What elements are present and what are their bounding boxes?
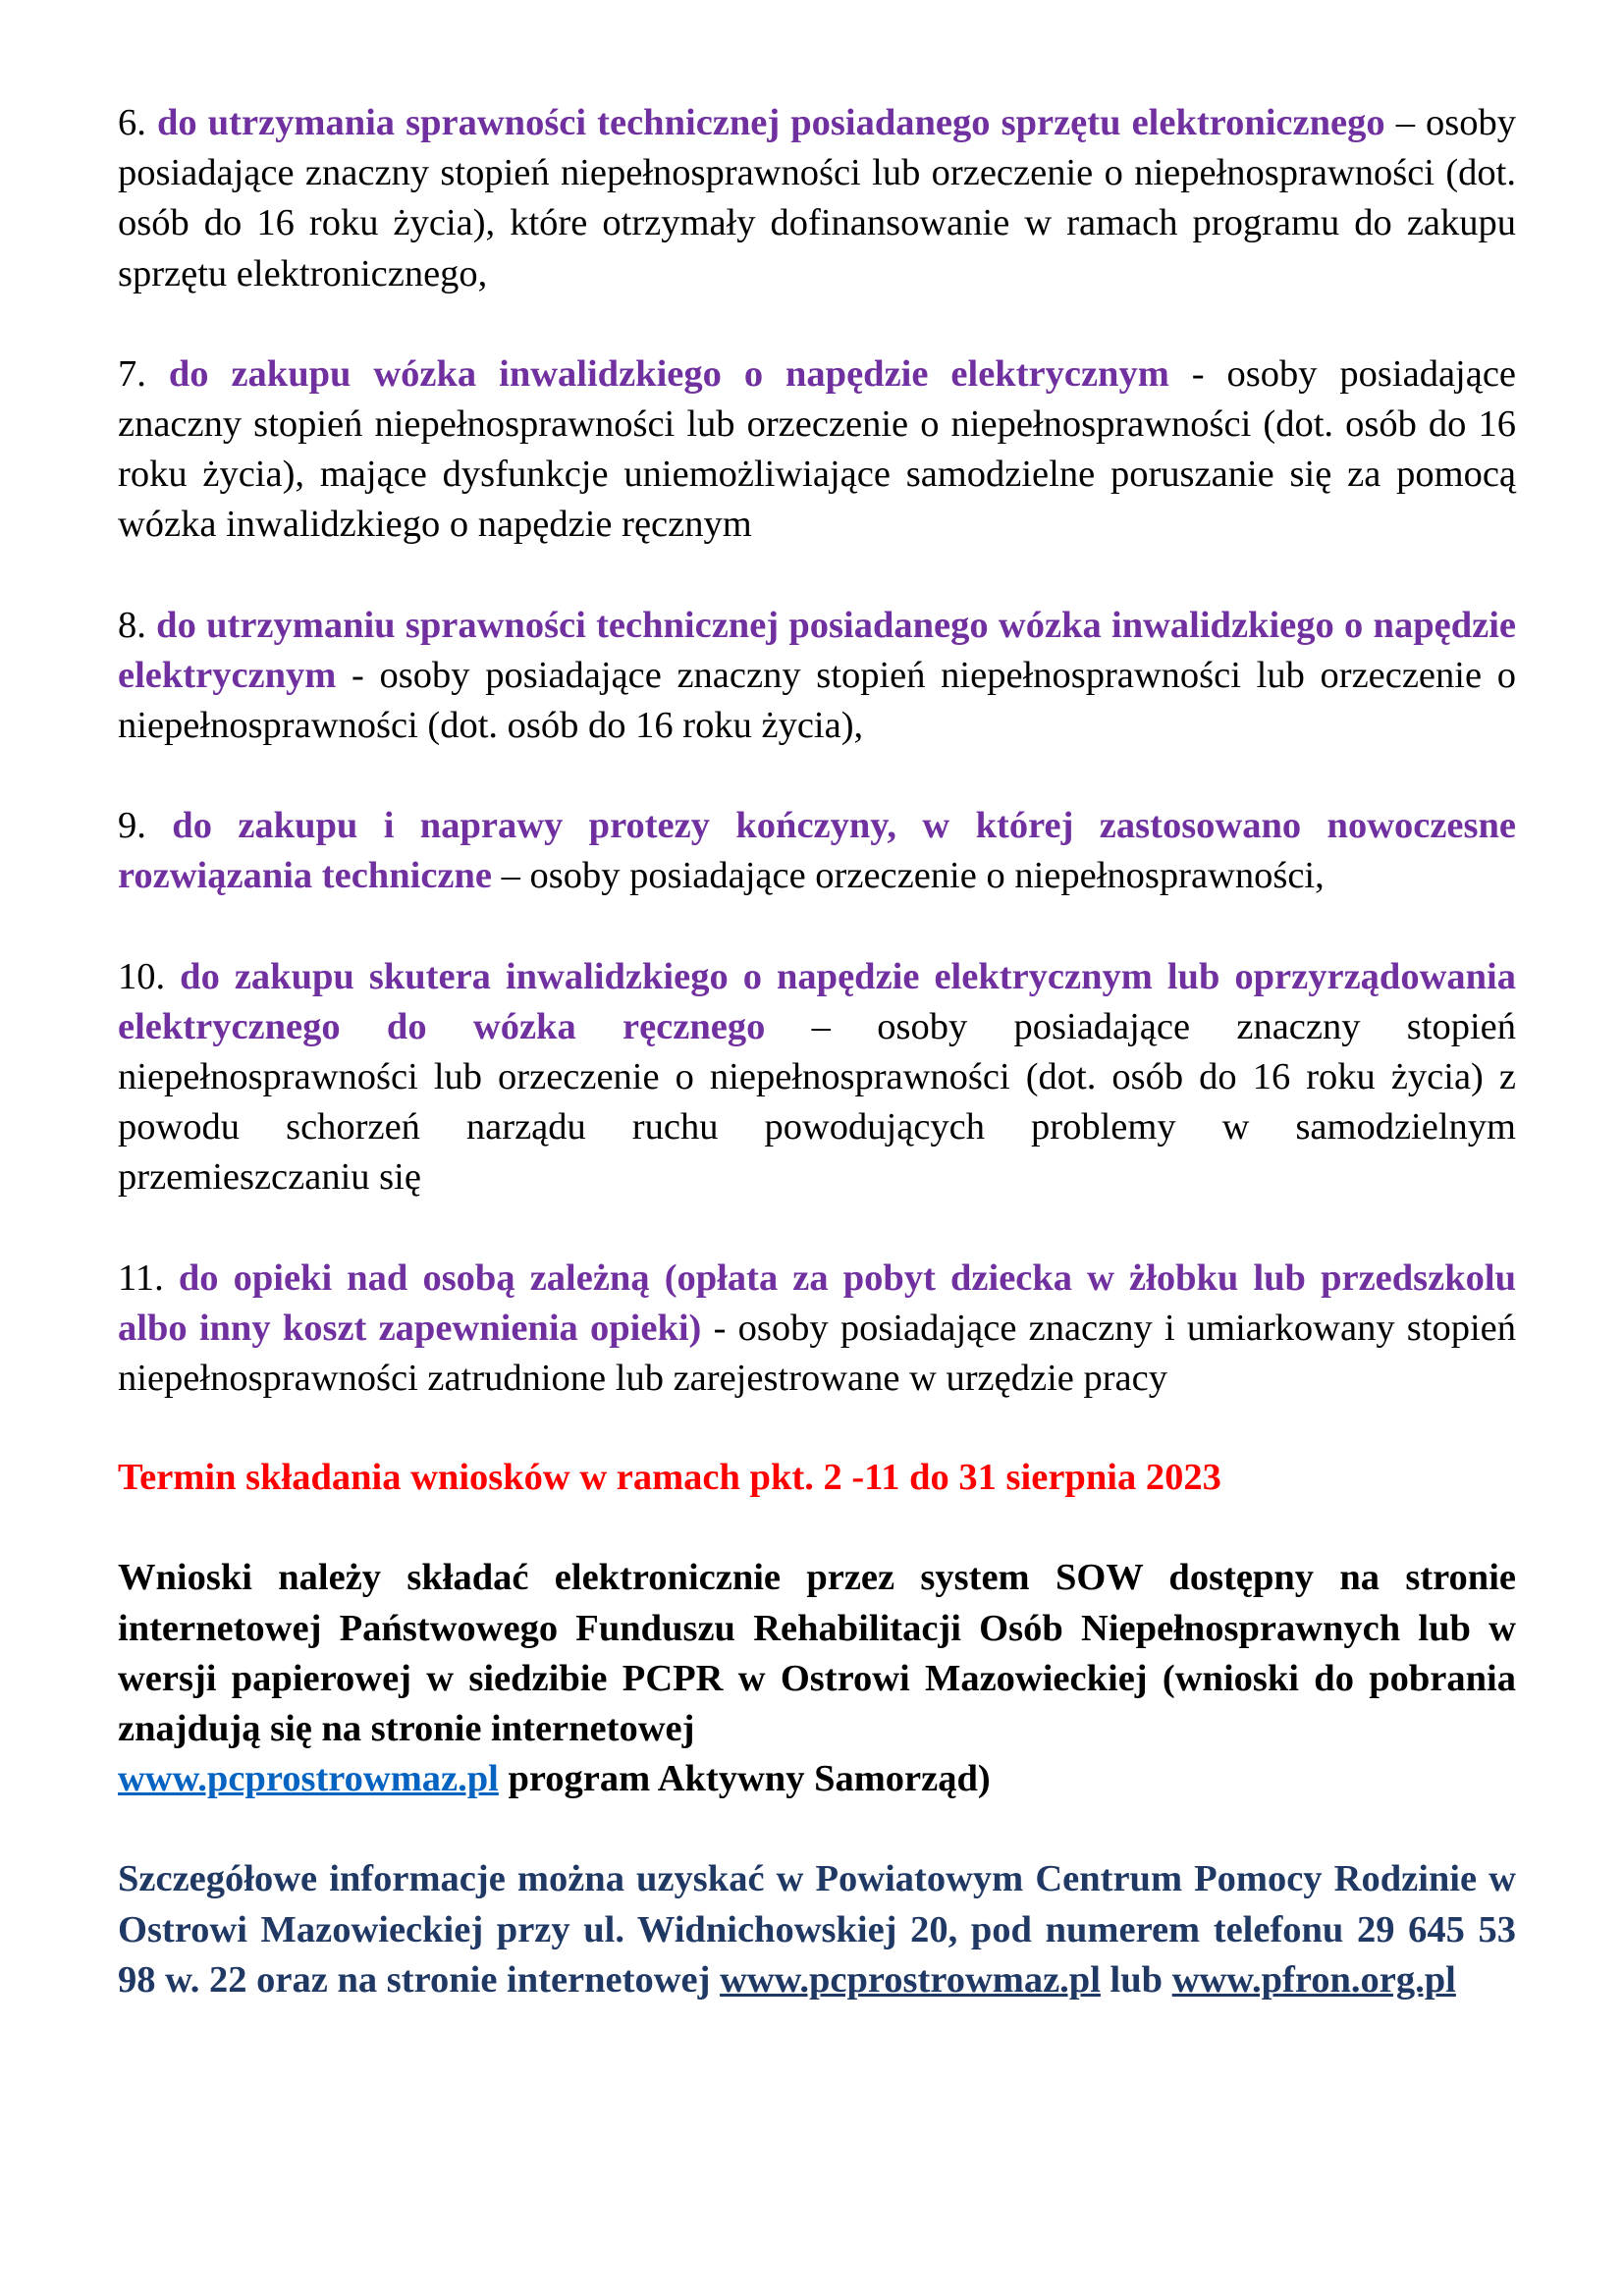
list-item-11 (118, 1254, 1516, 1405)
item-body: - osoby posiadające znaczny stopień niepełnosprawności lub orzeczenie o niepełnosprawności (dot. osób do 16 roku życia), (118, 654, 1516, 747)
list-item-7 (118, 349, 1516, 551)
deadline-notice: Termin składania wniosków w ramach pkt. 2 -11 do 31 sierpnia 2023 (118, 1457, 1221, 1499)
item-body: - osoby posiadające znaczny i umiarkowany stopień niepełnosprawności zatrudnione lub zarejestrowane w urzędzie pracy (118, 1307, 1516, 1400)
item-number: 10. (118, 955, 166, 997)
pcpr-website-link[interactable]: www.pcprostrowmaz.pl (118, 1758, 499, 1800)
item-body: - osoby posiadające znaczny stopień niepełnosprawności lub orzeczenie o niepełnosprawności (dot. osób do 16 roku życia), mające dysfunkcje uniemożliwiające samodzielne poruszanie się za pomocą wózka inwalidzkiego o napędzie ręcznym (118, 352, 1517, 546)
contact-text: Szczegółowe informacje można uzyskać w Powiatowym Centrum Pomocy Rodzinie w Ostrowi Mazowieckiej przy ul. Widnichowskiej 20, pod numerem telefonu 29 645 53 98 w. 22 oraz na stronie internetowej (118, 1858, 1516, 2001)
document-page (118, 98, 1516, 2005)
list-item-10 (118, 952, 1516, 1203)
item-heading: do zakupu wózka inwalidzkiego o napędzie elektrycznym (168, 352, 1169, 395)
item-body: – osoby posiadające znaczny stopień niepełnosprawności lub orzeczenie o niepełnosprawności (dot. osób do 16 roku życia) z powodu schorzeń narządu ruchu powodujących problemy w samodzielnym przemieszczaniu się (118, 1005, 1516, 1199)
item-number: 7. (118, 352, 146, 395)
contact-info (118, 1854, 1516, 2005)
submission-info (118, 1553, 1516, 1804)
submission-text: Wnioski należy składać elektronicznie przez system SOW dostępny na stronie internetowej Państwowego Funduszu Rehabilitacji Osób Niepełnosprawnych lub w wersji papierowej w siedzibie PCPR w Ostrowi Mazowieckiej (wnioski do pobrania znajdują się na stronie internetowej (118, 1557, 1516, 1750)
item-heading: do opieki nad osobą zależną (opłata za pobyt dziecka w żłobku lub przedszkolu albo inny koszt zapewnienia opieki) (118, 1256, 1517, 1349)
link-connector: lub (1110, 1958, 1164, 2001)
item-number: 8. (118, 604, 146, 646)
list-item-8 (118, 601, 1516, 752)
item-heading: do utrzymania sprawności technicznej posiadanego sprzętu elektronicznego (156, 102, 1385, 143)
list-item-6 (118, 98, 1516, 299)
item-body: – osoby posiadające orzeczenie o niepełnosprawności, (501, 855, 1325, 897)
item-body: – osoby posiadające znaczny stopień niepełnosprawności lub orzeczenie o niepełnosprawności (dot. osób do 16 roku życia), które otrzymały dofinansowanie w ramach programu do zakupu sprzętu elektronicznego, (118, 102, 1517, 294)
pcpr-website-link[interactable]: www.pcprostrowmaz.pl (720, 1958, 1101, 2001)
item-heading: do zakupu i naprawy protezy kończyny, w której zastosowano nowoczesne rozwiązania techniczne (118, 805, 1517, 897)
list-item-9 (118, 801, 1516, 901)
submission-after: program Aktywny Samorząd) (508, 1758, 991, 1800)
item-number: 11. (118, 1256, 164, 1299)
item-number: 9. (118, 805, 146, 847)
item-heading: do zakupu skutera inwalidzkiego o napędzie elektrycznym lub oprzyrządowania elektrycznego do wózka ręcznego (118, 955, 1516, 1047)
item-number: 6. (118, 102, 146, 143)
pfron-website-link[interactable]: www.pfron.org.pl (1171, 1958, 1456, 2001)
item-heading: do utrzymaniu sprawności technicznej posiadanego wózka inwalidzkiego o napędzie elektrycznym (118, 604, 1516, 696)
